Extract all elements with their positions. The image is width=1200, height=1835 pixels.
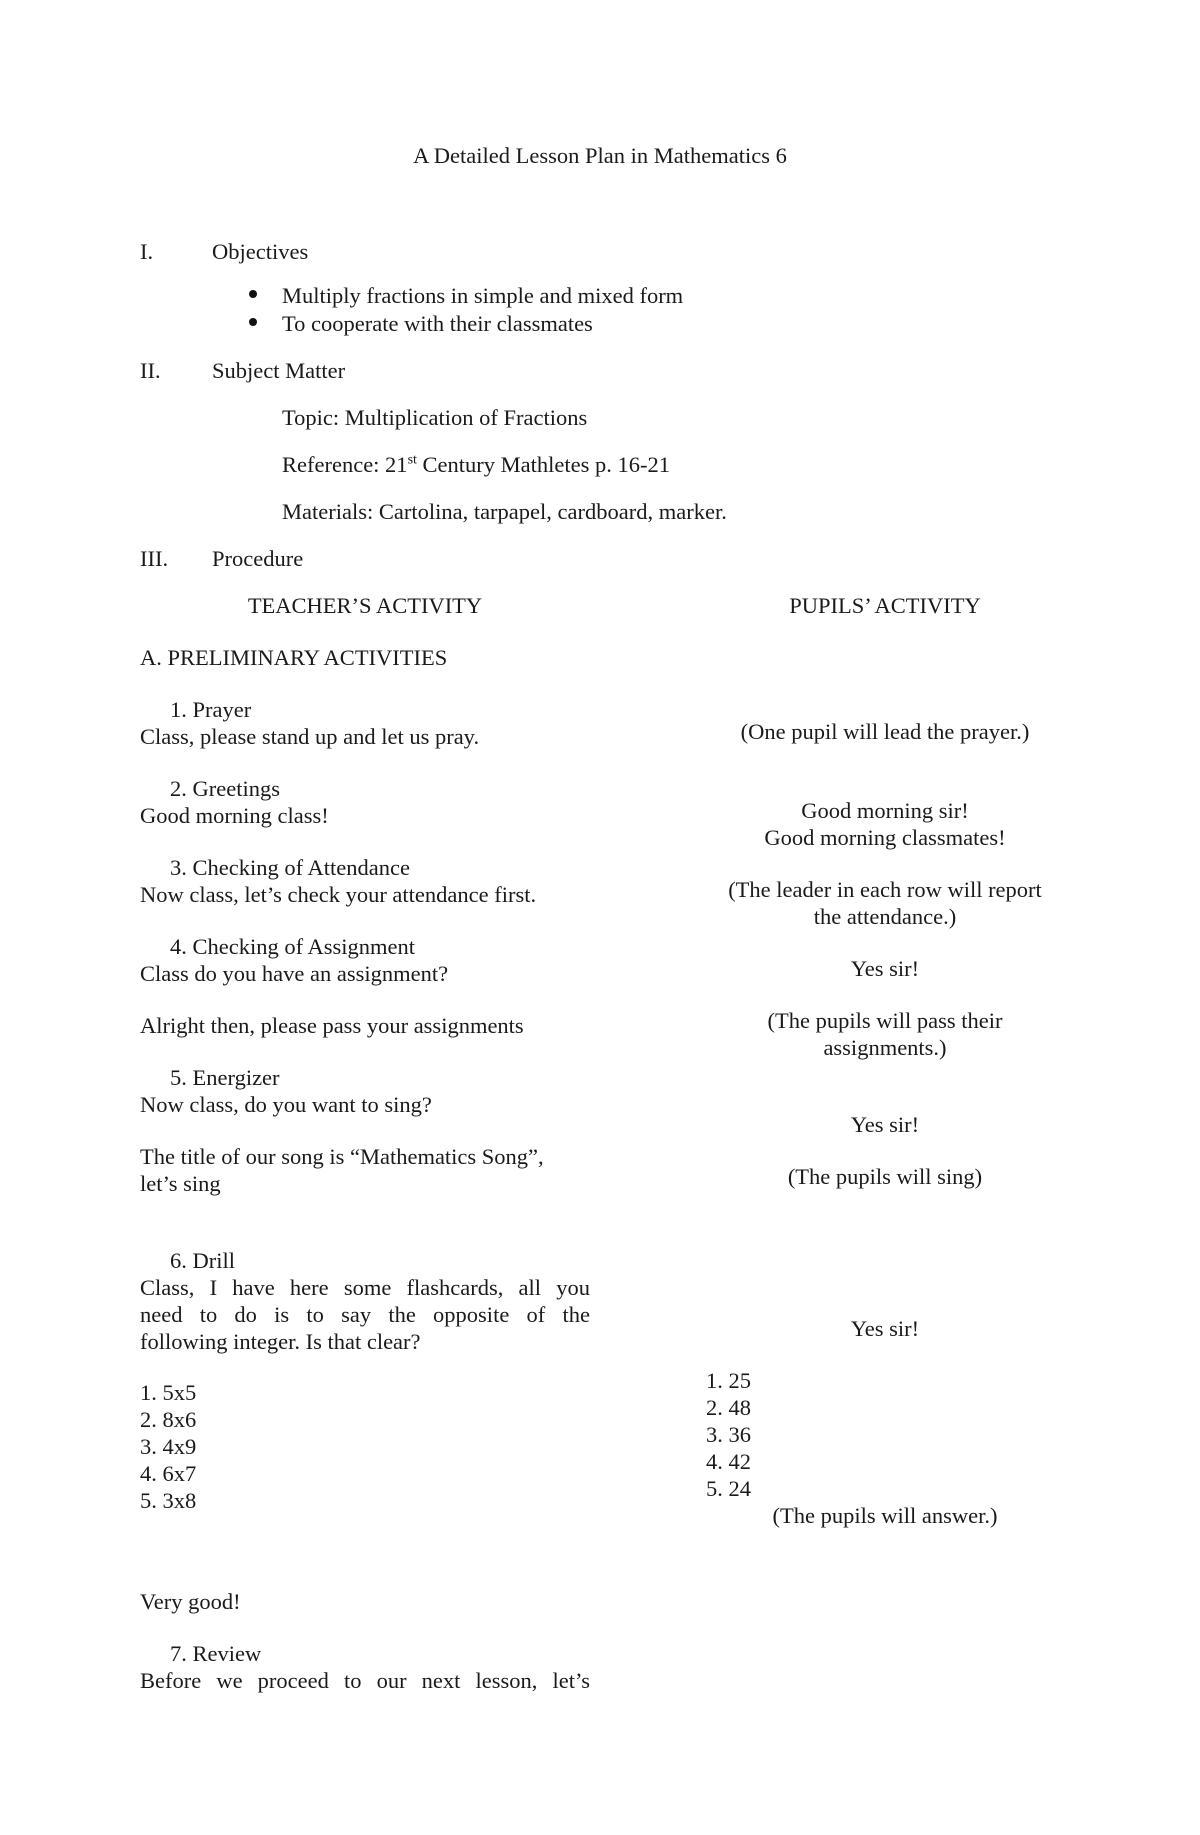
pupils-response: Yes sir! — [850, 1112, 920, 1137]
pupils-attendance: the attendance.) — [813, 904, 957, 929]
pupils-attendance: (The leader in each row will report — [728, 877, 1042, 902]
teacher-column-header: TEACHER’S ACTIVITY — [247, 593, 483, 618]
pupils-greeting: Good morning sir! — [801, 798, 969, 823]
pupils-answer: 1. 25 — [706, 1368, 751, 1393]
assignment-title: 4. Checking of Assignment — [170, 934, 415, 959]
prayer-text: Class, please stand up and let us pray. — [140, 724, 480, 749]
energizer-title: 5. Energizer — [170, 1065, 280, 1090]
pupils-prayer: (One pupil will lead the prayer.) — [740, 719, 1030, 744]
pupils-sing: (The pupils will sing) — [787, 1164, 983, 1189]
pupils-pass: assignments.) — [823, 1035, 947, 1060]
pupils-greeting: Good morning classmates! — [764, 825, 1006, 850]
materials-line: Materials: Cartolina, tarpapel, cardboard, marker. — [282, 499, 727, 524]
drill-item: 5. 3x8 — [140, 1488, 197, 1513]
greetings-text: Good morning class! — [140, 803, 329, 828]
section-numeral-subject-matter: II. — [140, 358, 161, 383]
pupils-column-header: PUPILS’ ACTIVITY — [789, 593, 981, 618]
assignment-pass-text: Alright then, please pass your assignments — [140, 1013, 524, 1038]
page-title: A Detailed Lesson Plan in Mathematics 6 — [413, 143, 787, 168]
pupils-response: Yes sir! — [850, 1316, 920, 1341]
assignment-text: Class do you have an assignment? — [140, 961, 449, 986]
prayer-title: 1. Prayer — [170, 697, 252, 722]
drill-item: 1. 5x5 — [140, 1380, 197, 1405]
section-heading-procedure: Procedure — [212, 546, 304, 571]
objective-item: To cooperate with their classmates — [282, 311, 593, 336]
drill-title: 6. Drill — [170, 1248, 235, 1273]
section-numeral-procedure: III. — [140, 546, 169, 571]
reference-superscript: st — [407, 452, 417, 468]
reference-line — [282, 451, 670, 478]
pupils-answer: 5. 24 — [706, 1476, 751, 1501]
drill-text-line: following integer. Is that clear? — [140, 1329, 421, 1354]
song-line: The title of our song is “Mathematics Song”, — [140, 1144, 544, 1169]
pupils-answer: 2. 48 — [706, 1395, 751, 1420]
reference-suffix: Century Mathletes p. 16-21 — [416, 452, 670, 477]
pupils-answer: 3. 36 — [706, 1422, 751, 1447]
section-numeral-objectives: I. — [140, 239, 154, 264]
review-text-line: Before we proceed to our next lesson, let’s — [140, 1668, 590, 1693]
review-title: 7. Review — [170, 1641, 262, 1666]
preliminary-heading: A. PRELIMINARY ACTIVITIES — [140, 645, 448, 670]
bullet-icon — [249, 318, 257, 326]
very-good-text: Very good! — [140, 1589, 241, 1614]
topic-line: Topic: Multiplication of Fractions — [282, 405, 588, 430]
energizer-text: Now class, do you want to sing? — [140, 1092, 432, 1117]
greetings-title: 2. Greetings — [170, 776, 280, 801]
reference-prefix: Reference: 21 — [282, 452, 408, 477]
bullet-icon — [249, 290, 257, 298]
attendance-title: 3. Checking of Attendance — [170, 855, 410, 880]
pupils-answer: 4. 42 — [706, 1449, 751, 1474]
pupils-pass: (The pupils will pass their — [767, 1008, 1003, 1033]
drill-item: 2. 8x6 — [140, 1407, 197, 1432]
attendance-text: Now class, let’s check your attendance first. — [140, 882, 537, 907]
song-line: let’s sing — [140, 1171, 221, 1196]
section-heading-subject-matter: Subject Matter — [212, 358, 346, 383]
drill-item: 4. 6x7 — [140, 1461, 197, 1486]
drill-text-line: need to do is to say the opposite of the — [140, 1302, 590, 1327]
objective-item: Multiply fractions in simple and mixed form — [282, 283, 684, 308]
drill-text-line: Class, I have here some flashcards, all you — [140, 1275, 590, 1300]
drill-item: 3. 4x9 — [140, 1434, 197, 1459]
pupils-response: Yes sir! — [850, 956, 920, 981]
pupils-answer-note: (The pupils will answer.) — [772, 1503, 998, 1528]
section-heading-objectives: Objectives — [212, 239, 309, 264]
